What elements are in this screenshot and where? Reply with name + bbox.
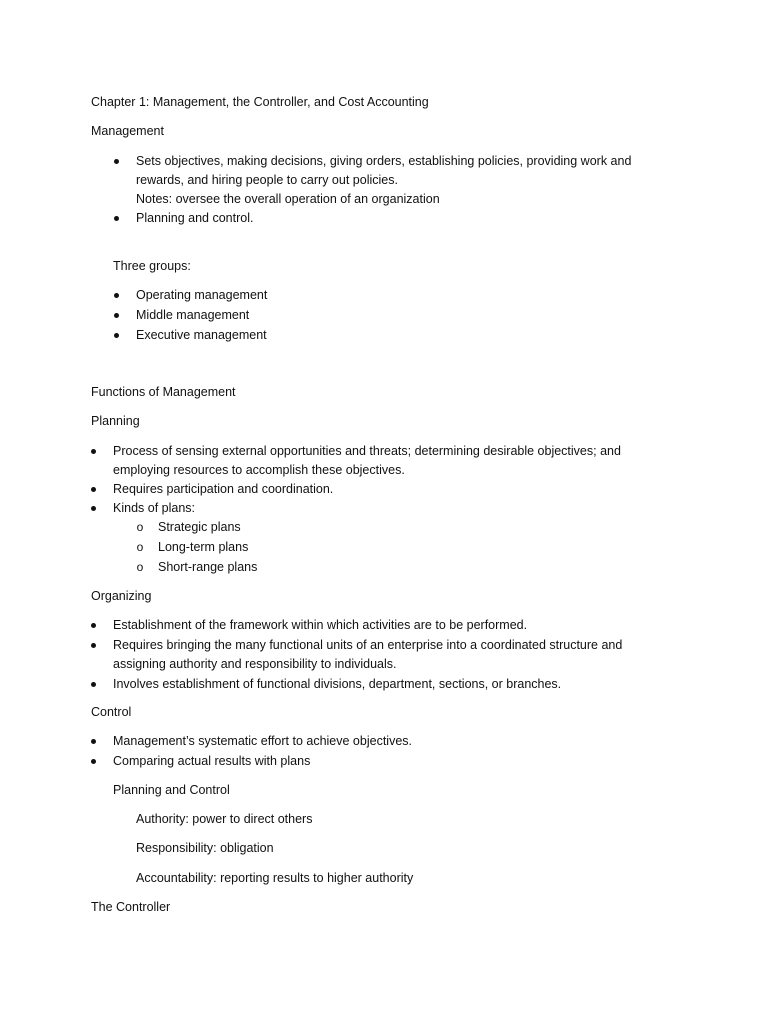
planning-heading: Planning <box>91 414 140 428</box>
responsibility-definition: Responsibility: obligation <box>136 841 274 855</box>
sub-bullet-icon: o <box>136 540 144 554</box>
management-bullet-1-line-2: rewards, and hiring people to carry out policies. <box>136 173 398 187</box>
controller-heading: The Controller <box>91 900 171 914</box>
bullet-icon <box>87 499 99 518</box>
organizing-heading: Organizing <box>91 589 152 603</box>
control-bullet-2: Comparing actual results with plans <box>113 754 311 768</box>
sub-bullet-icon: o <box>136 560 144 574</box>
organizing-bullet-1: Establishment of the framework within which activities are to be performed. <box>113 618 528 632</box>
planning-and-control-subheading: Planning and Control <box>113 783 230 797</box>
organizing-bullet-2-line-1: Requires bringing the many functional units of an enterprise into a coordinated structure and <box>113 638 623 652</box>
group-item: Executive management <box>136 328 267 342</box>
bullet-icon <box>87 675 99 694</box>
control-bullet-1: Management’s systematic effort to achieve objectives. <box>113 734 412 748</box>
group-item: Middle management <box>136 308 250 322</box>
organizing-bullet-3: Involves establishment of functional divisions, department, sections, or branches. <box>113 677 562 691</box>
chapter-title: Chapter 1: Management, the Controller, and Cost Accounting <box>91 95 429 109</box>
management-bullet-1-line-1: Sets objectives, making decisions, giving orders, establishing policies, providing work and <box>136 154 632 168</box>
bullet-icon <box>110 209 122 228</box>
planning-bullet-1-line-2: employing resources to accomplish these objectives. <box>113 463 405 477</box>
planning-bullet-2: Requires participation and coordination. <box>113 482 334 496</box>
bullet-icon <box>110 326 122 345</box>
plan-item: Short-range plans <box>158 560 258 574</box>
control-heading: Control <box>91 705 132 719</box>
bullet-icon <box>87 752 99 771</box>
management-note: Notes: oversee the overall operation of an organization <box>136 192 440 206</box>
planning-bullet-3: Kinds of plans: <box>113 501 195 515</box>
authority-definition: Authority: power to direct others <box>136 812 313 826</box>
bullet-icon <box>87 442 99 461</box>
bullet-icon <box>87 616 99 635</box>
bullet-icon <box>87 732 99 751</box>
group-item: Operating management <box>136 288 268 302</box>
sub-bullet-icon: o <box>136 520 144 534</box>
accountability-definition: Accountability: reporting results to higher authority <box>136 871 414 885</box>
management-bullet-2: Planning and control. <box>136 211 254 225</box>
functions-heading: Functions of Management <box>91 385 236 399</box>
management-heading: Management <box>91 124 164 138</box>
three-groups-heading: Three groups: <box>113 259 191 273</box>
bullet-icon <box>87 636 99 655</box>
bullet-icon <box>110 152 122 171</box>
bullet-icon <box>110 286 122 305</box>
bullet-icon <box>110 306 122 325</box>
planning-bullet-1-line-1: Process of sensing external opportunities and threats; determining desirable objectives; and <box>113 444 621 458</box>
bullet-icon <box>87 480 99 499</box>
plan-item: Long-term plans <box>158 540 249 554</box>
organizing-bullet-2-line-2: assigning authority and responsibility to individuals. <box>113 657 397 671</box>
plan-item: Strategic plans <box>158 520 241 534</box>
